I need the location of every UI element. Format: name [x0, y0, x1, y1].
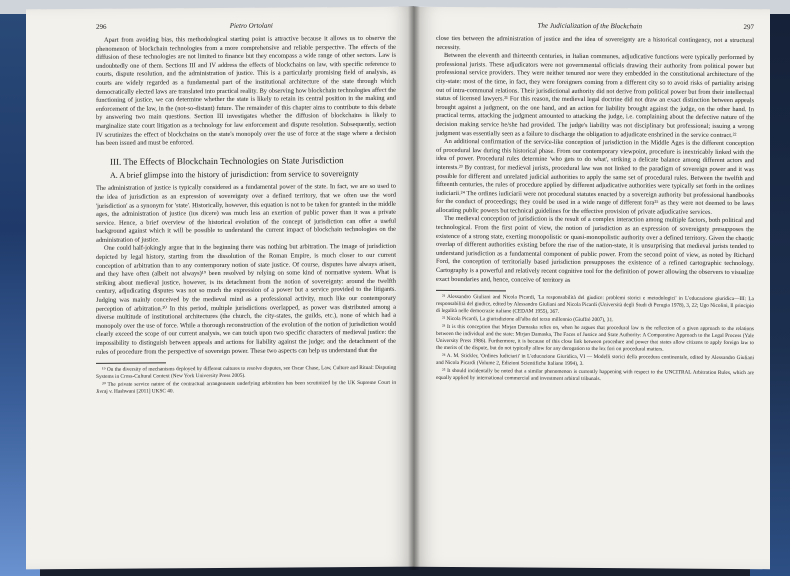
- footnote: ²⁴ A. M. Stickler, 'Ordines Iudiciarii' in L'educazione Giuridica, VI — Modelli storici della procedura continentale, edited by Alessandro Giuliani and Nicola Picardi (Volume 2, Edizioni Scientifiche Italiane 1994), 3.: [436, 353, 754, 368]
- left-paragraph: The administration of justice is typically considered as a fundamental power of the state. In fact, we are so used to the idea of jurisdiction as an expression of sovereignty over a defined territory, that we often use the word 'jurisdiction' as a synonym for 'state'. Historically, however, this equation is not to be taken for granted: in the middle ages, the administration of justice (ius dicere) was much less an exertion of public power than it was a private service. Hence, a brief overview of the historical evolution of the concept of jurisdiction can offer a useful background against which it will be possible to understand the current impact of blockchain technologies on the administration of justice.: [96, 183, 396, 244]
- right-paragraph: Between the eleventh and thirteenth centuries, in Italian communes, adjudicative functions were typically performed by professional jurists. These adjudicators were not governmental officials drawing their authority from political power but professional service providers. They were neither tenured nor were they embedded in the constitutional architecture of the city-state: most of the time, in fact, they were foreigners coming from a different city so to avoid risks of partiality arising out of intra-communal relations. Their jurisdictional authority did not derive from political power but from their intellectual status of licensed lawyers.²¹ For this reason, the medieval legal doctrine did not draw an exact distinction between appeals brought against a judgment, on the one hand, and an action for liability brought against the judge, on the other hand. In practical terms, attacking the judgment amounted to attacking the judge, i.e. complaining about the defective nature of the decision making service he/she had provided. The judge's liability was not disciplinary but professional; issuing a wrong judgment was essentially seen as a failure to discharge the obligation to adjudicate enshrined in the service contract.²²: [436, 52, 754, 139]
- right-paragraph: The medieval conception of jurisdiction is the result of a complex interaction among multiple factors, both political and technological. From the first point of view, the notion of jurisdiction as an expression of sovereignty presupposes the existence of a strong state, exerting monopolistic or quasi-monopolistic authority over a defined territory. Given the chaotic overlap of different authorities existing before the rise of the nation-state, it is unsurprising that medieval jurists tended to understand jurisdiction as a fundamental component of public power. From the second point of view, as noted by Richard Ford, the conception of territorially based jurisdiction presupposes the existence of a refined cartographic technology. Cartography is a powerful and relatively recent cognitive tool for the definition of power allowing the observers to visualize exact boundaries and, hence, conceive of territory as: [436, 215, 754, 284]
- left-running-title: Pietro Ortolani: [229, 21, 273, 30]
- footnote: ²⁵ It should incidentally be noted that a similar phenomenon is currently happening with respect to the UNCITRAL Arbitration Rules, which are equally applied by international commercial and investment arbitral tribunals.: [436, 368, 754, 383]
- left-running-head: [96, 21, 396, 31]
- right-body: [436, 35, 754, 286]
- right-page: [414, 7, 770, 569]
- right-page-number: 297: [743, 23, 754, 32]
- left-page-number: 296: [96, 22, 107, 31]
- left-footnotes: [96, 365, 396, 396]
- right-running-title: The Judicialization of the Blockchain: [537, 21, 643, 31]
- book-gutter: [408, 6, 420, 570]
- footnote-rule: [436, 290, 506, 291]
- right-running-head: [436, 21, 754, 31]
- footnote: ²² Nicola Picardi, La giurisdizione all'alba del terzo millennio (Giuffrè 2007), 31.: [442, 316, 614, 324]
- footnote: ²¹ Alessandro Giuliani and Nicola Picardi, 'La responsabilità del giudice: problemi storici e metodologici' in L'educazione giuridica—III: La responsabilità del giudice, edited by Alessandro Giuliani and Nicola Picardi (Università degli Studi di Perugia 1978), 3, 22; Ugo Nicolini, Il principio di legalità nelle democrazie italiane (CEDAM 1955), 367.: [436, 294, 754, 315]
- left-paragraph: One could half-jokingly argue that in the beginning there was nothing but arbitration. The image of jurisdiction depicted by legal history, starting from the dissolution of the Roman Empire, is much closer to our current conception of arbitration than to any contemporary notion of state justice. Of course, disputes have always arisen, and they have often (albeit not always)¹⁹ been resolved by relying on some kind of normative system. What is striking about medieval justice, however, is its detachment from the notion of sovereignty: around the twelfth century, adjudicating disputes was not so much the expression of a power but a service provided to the litigants. Judging was mainly conceived by the medieval mind as a professional activity, much like our contemporary perception of arbitration.²⁰ In this period, multiple jurisdictions overlapped, as power was distributed among a diverse multitude of institutional architectures (the church, the city-states, the guilds, etc.), none of which had a monopoly over the use of force. While a thorough reconstruction of the evolution of the notion of jurisdiction would clearly exceed the scope of our current analysis, we can touch upon two specific characters of medieval justice: the impossibility to distinguish between appeals and actions for liability against the judge; and the detachment of the rules of procedure from the perspective of sovereign power. These two aspects can help us understand that the: [96, 243, 396, 356]
- right-footnotes: [436, 294, 754, 384]
- right-paragraph: close ties between the administration of justice and the idea of sovereignty are a historical contingency, not a structural necessity.: [436, 34, 754, 51]
- right-paragraph: An additional confirmation of the service-like conception of jurisdiction in the Middle Ages is the different conception of procedural law during this historical phase. From our contemporary viewpoint, procedure is inextricably linked with the idea of power. Procedural rules determine 'who gets to do what', striking a delicate balance among different actors and interests.²³ By contrast, for medieval jurists, procedural law was not linked to the paradigm of sovereign power and it was possible for different and unrelated judicial authorities to apply the same set of procedural rules. Between the twelfth and fifteenth centuries, the rules of procedure applied by different adjudicative authorities were typically set forth in the ordines iudiciarii.²⁴ The ordines iudiciarii were not procedural statutes enacted by a sovereign authority but professional handbooks for the conduct of proceedings; they could be used in a wide range of different fora²⁵ as they were not deemed to be laws allocating public powers but technical guidelines for the effective provision of private adjudicative services.: [436, 138, 754, 216]
- left-page: [26, 7, 414, 570]
- footnote: ¹⁹ On the diversity of mechanisms deployed by different cultures to resolve disputes, see Oscar Chase, Law, Culture and Ritual: Disputing Systems in Cross-Cultural Context (New York University Press 2005).: [96, 364, 396, 381]
- footnote: ²⁰ The private service nature of the contractual arrangements underlying arbitration has been scrutinized by the UK Supreme Court in Jivraj v. Hashwani [2011] UKSC 40.: [96, 379, 396, 396]
- footnote: ²³ It is this conception that Mirjan Damaska relies on, when he argues that procedural law is the reflection of a given approach to the relations between the individual and the state: Mirjan Damaska, The Faces of Justice and State Authority: A Comparative Approach to the Legal Process (Yale University Press 1986). Furthermore, it is because of this close link between procedure and power that states allow citizens to apply foreign law to the merits of the dispute, but do not typically allow for any derogation to the lex fori on procedural matters.: [436, 324, 754, 353]
- footnote-rule: [96, 363, 166, 364]
- left-body: [96, 35, 396, 357]
- subsection-heading: A. A brief glimpse into the history of jurisdiction: from service to sovereignty: [110, 169, 359, 181]
- section-heading: III. The Effects of Blockchain Technologies on State Jurisdiction: [110, 154, 344, 167]
- left-paragraph: Apart from avoiding bias, this methodological starting point is attractive because it allows us to observe the phenomenon of blockchain technologies from a more comprehensive and reliable perspective. The effects of the diffusion of these technologies are not limited to finance but they encompass a wide range of other sectors. Law is undoubtedly one of them. Sections III and IV address the effects of blockchains on law, with specific reference to courts, dispute resolution, and the administration of justice. This is a particularly promising field of analysis, as courts are widely regarded as a fundamental part of the institutional architecture of the state through which democratically elected laws are translated into practical reality. By observing how blockchain technologies affect the functioning of justice, we can determine whether the state is likely to retain its central position in the making and enforcement of the law, in the (not-so-distant) future. The remainder of this chapter aims to contribute to this debate by answering two main questions. Section III investigates whether the diffusion of blockchains is likely to marginalize state court litigation as a technology for law enforcement and dispute resolution. Subsequently, section IV scrutinizes the effect of blockchains on the state's monopoly over the use of force at the stage where a decision has been issued and must be enforced.: [96, 34, 396, 147]
